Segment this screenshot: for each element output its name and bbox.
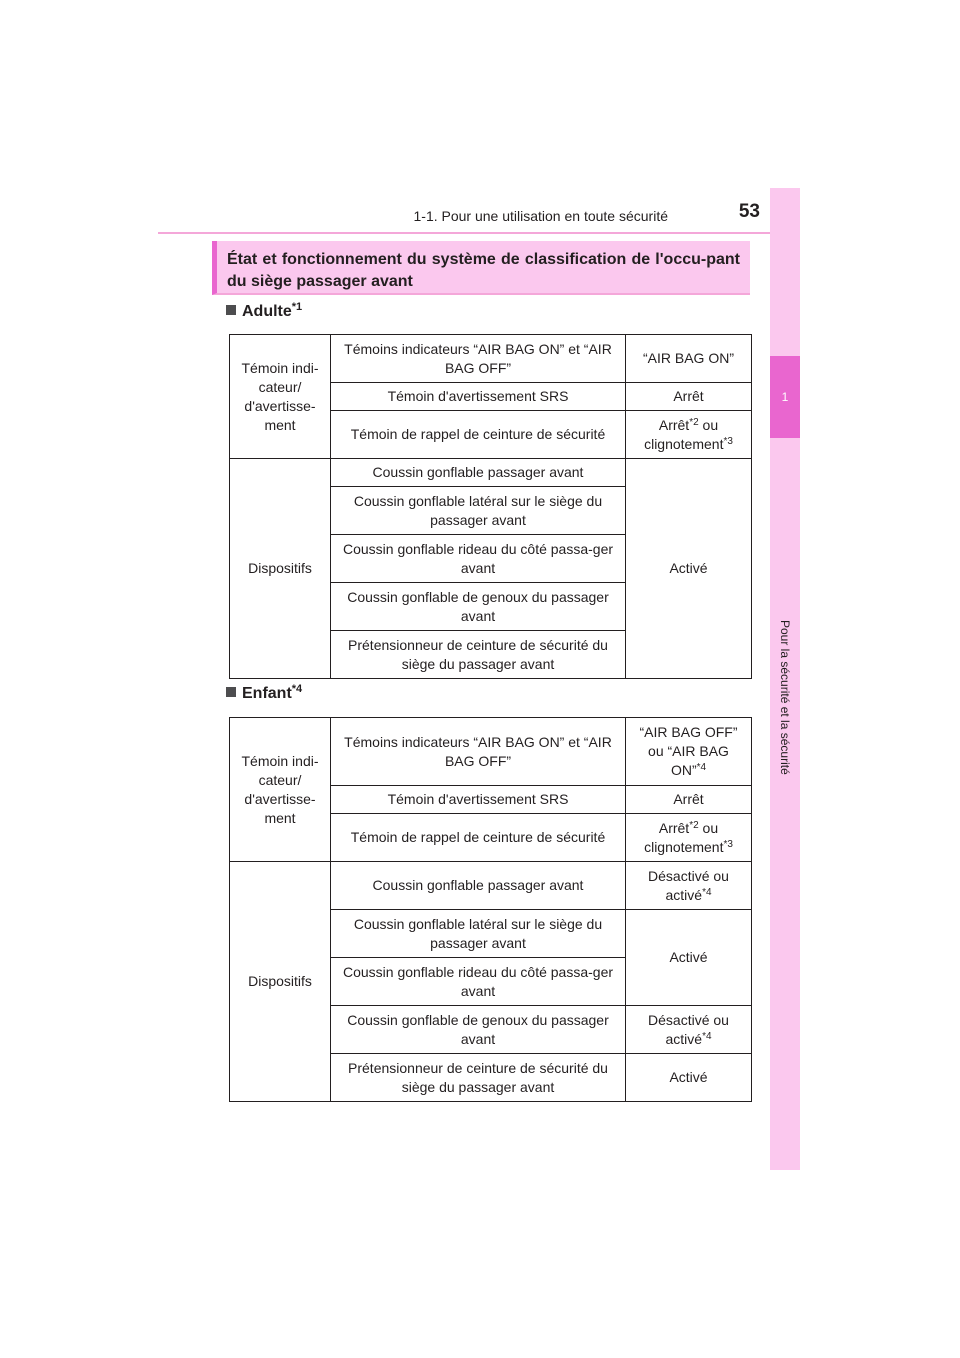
adulte-table (229, 334, 752, 679)
footnote-ref: *4 (702, 1030, 712, 1042)
adulte-heading-text: Adulte (242, 303, 292, 320)
enfant-heading (226, 684, 302, 704)
chapter-label: Pour la sécurité et la sécurité (778, 620, 792, 775)
devices-state: Activé (626, 459, 752, 679)
side-airbag-cell: Coussin gonflable latéral sur le siège du passager avant (331, 910, 626, 958)
indicator-group-cell: Témoin indi-cateur/ d'avertisse-ment (230, 718, 331, 862)
table-row (230, 862, 752, 910)
footnote-ref: *2 (689, 416, 699, 428)
pretensioner-state: Activé (626, 1054, 752, 1102)
page-number: 53 (738, 201, 760, 222)
srs-warning-cell: Témoin d'avertissement SRS (331, 786, 626, 814)
footnote-ref: *2 (689, 819, 699, 831)
curtain-airbag-cell: Coussin gonflable rideau du côté passa-ger avant (331, 535, 626, 583)
srs-warning-state: Arrêt (626, 786, 752, 814)
front-airbag-state: Désactivé ou activé$^{*4}$ (626, 862, 752, 910)
srs-warning-cell: Témoin d'avertissement SRS (331, 383, 626, 411)
side-curtain-state: Activé (626, 910, 752, 1006)
pretensioner-cell: Prétensionneur de ceinture de sécurité du siège du passager avant (331, 631, 626, 679)
curtain-airbag-cell: Coussin gonflable rideau du côté passa-ger avant (331, 958, 626, 1006)
airbag-indicators-cell: Témoins indicateurs “AIR BAG ON” et “AIR BAG OFF” (331, 335, 626, 383)
table-row (230, 459, 752, 487)
front-airbag-cell: Coussin gonflable passager avant (331, 459, 626, 487)
seatbelt-reminder-state: Arrêt$^{*2}$ ou clignotement$^{*3}$ (626, 814, 752, 862)
knee-airbag-cell: Coussin gonflable de genoux du passager avant (331, 583, 626, 631)
front-airbag-cell: Coussin gonflable passager avant (331, 862, 626, 910)
seatbelt-reminder-state: Arrêt$^{*2}$ ou clignotement$^{*3}$ (626, 411, 752, 459)
square-bullet-icon (226, 305, 236, 315)
chapter-side-tab (770, 188, 800, 1170)
square-bullet-icon (226, 687, 236, 697)
footnote-ref: *3 (723, 838, 733, 850)
pretensioner-cell: Prétensionneur de ceinture de sécurité du siège du passager avant (331, 1054, 626, 1102)
seatbelt-reminder-cell: Témoin de rappel de ceinture de sécurité (331, 814, 626, 862)
knee-airbag-cell: Coussin gonflable de genoux du passager avant (331, 1006, 626, 1054)
table-row (230, 718, 752, 786)
devices-group-cell: Dispositifs (230, 862, 331, 1102)
header-rule (158, 232, 800, 234)
airbag-indicators-cell: Témoins indicateurs “AIR BAG ON” et “AIR BAG OFF” (331, 718, 626, 786)
side-airbag-cell: Coussin gonflable latéral sur le siège du passager avant (331, 487, 626, 535)
airbag-indicators-state: “AIR BAG OFF” ou “AIR BAG ON”$^{*4}$ (626, 718, 752, 786)
airbag-indicators-state: “AIR BAG ON” (626, 335, 752, 383)
footnote-ref: *4 (291, 683, 303, 695)
adulte-heading (226, 302, 302, 322)
table-row (230, 335, 752, 383)
footnote-ref: *3 (723, 435, 733, 447)
section-title: État et fonctionnement du système de classification de l'occu-pant du siège passager avant (212, 241, 750, 295)
footnote-ref: *4 (702, 886, 712, 898)
chapter-title: 1-1. Pour une utilisation en toute sécurité (413, 208, 668, 224)
enfant-heading-text: Enfant (242, 685, 292, 702)
footnote-ref: *4 (696, 762, 707, 773)
srs-warning-state: Arrêt (626, 383, 752, 411)
knee-airbag-state: Désactivé ou activé$^{*4}$ (626, 1006, 752, 1054)
indicator-group-cell: Témoin indi-cateur/ d'avertisse-ment (230, 335, 331, 459)
chapter-number: 1 (770, 356, 800, 438)
seatbelt-reminder-cell: Témoin de rappel de ceinture de sécurité (331, 411, 626, 459)
enfant-table (229, 717, 752, 1102)
footnote-ref: *1 (291, 301, 303, 313)
devices-group-cell: Dispositifs (230, 459, 331, 679)
